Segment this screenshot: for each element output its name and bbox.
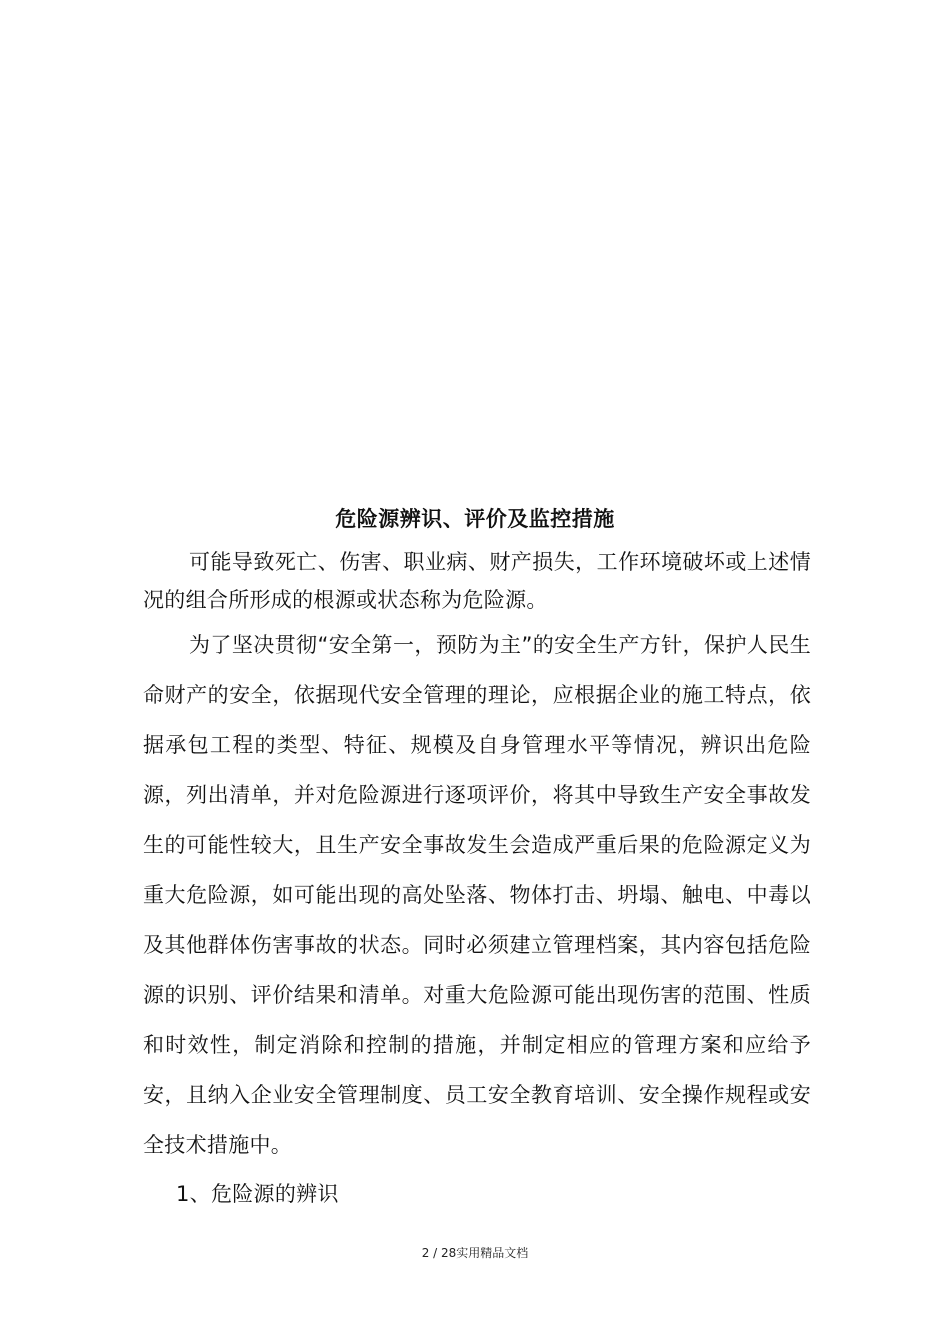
body-paragraph-definition: 可能导致死亡、伤害、职业病、财产损失，工作环境破坏或上述情况的组合所形成的根源或状态称为危险源。 (143, 550, 811, 612)
page-title: 危险源辨识、评价及监控措施 (335, 507, 615, 531)
page-footer: 2 / 28实用精品文档 (421, 1246, 529, 1260)
section-heading: 1、危险源的辨识 (176, 1182, 339, 1206)
body-paragraph-policy: 为了坚决贯彻“安全第一，预防为主”的安全生产方针，保护人民生命财产的安全，依据现代安全管理的理论，应根据企业的施工特点，依据承包工程的类型、特征、规模及自身管理水平等情况，辨识出危险源，列出清单，并对危险源进行逐项评价，将其中导致生产安全事故发生的可能性较大，且生产安全事故发生会造成严重后果的危险源定义为重大危险源，如可能出现的高处坠落、物体打击、坍塌、触电、中毒以及其他群体伤害事故的状态。同时必须建立管理档案，其内容包括危险源的识别、评价结果和清单。对重大危险源可能出现伤害的范围、性质和时效性，制定消除和控制的措施，并制定相应的管理方案和应给予安，且纳入企业安全管理制度、员工安全教育培训、安全操作规程或安全技术措施中。 (143, 633, 811, 1157)
